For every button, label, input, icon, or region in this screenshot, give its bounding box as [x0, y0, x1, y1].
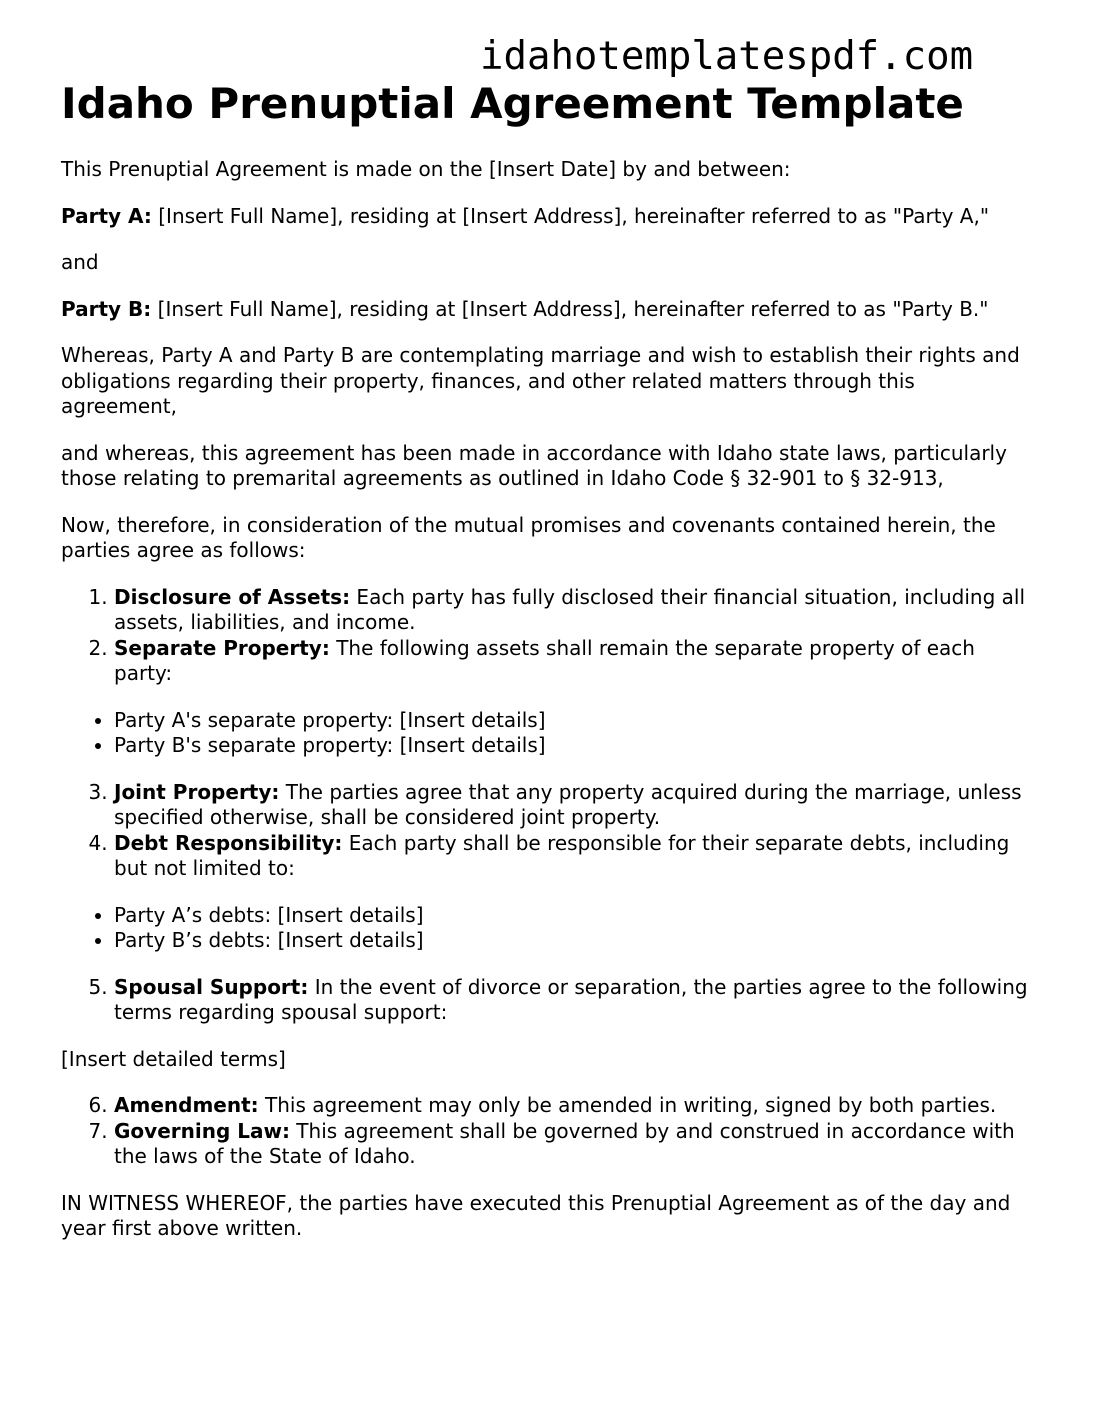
list-item: • Party A's separate property: [Insert details] — [114, 708, 1036, 734]
clause-list-b — [61, 780, 1036, 882]
clause-label: Joint Property: — [114, 779, 280, 804]
clause-label: Disclosure of Assets: — [114, 584, 351, 609]
separate-property-list — [61, 708, 1036, 759]
clause-label: Governing Law: — [114, 1118, 290, 1143]
clause-text: Each party shall be responsible for their separate debts, including but not limited to: — [114, 830, 1010, 880]
clause-text: The following assets shall remain the separate property of each party: — [114, 635, 975, 685]
page-title: Idaho Prenuptial Agreement Template — [61, 79, 964, 128]
party-a-label: Party A: — [61, 203, 152, 228]
party-b-label: Party B: — [61, 296, 152, 321]
clause-label: Separate Property: — [114, 635, 330, 660]
clause-item — [114, 585, 1036, 636]
spousal-terms-paragraph: [Insert detailed terms] — [61, 1046, 286, 1071]
agreement-body — [61, 157, 1036, 1263]
clause-item — [114, 1119, 1036, 1170]
clause-label: Debt Responsibility: — [114, 830, 343, 855]
whereas-paragraph-2: and whereas, this agreement has been made in accordance with Idaho state laws, particularly those relating to premarital agreements as outlined in Idaho Code § 32-901 to § 32-913, — [61, 440, 1007, 490]
list-item: • Party A’s debts: [Insert details] — [114, 903, 1036, 929]
whereas-paragraph-1: Whereas, Party A and Party B are contemplating marriage and wish to establish their rights and obligations regarding their property, finances, and other related matters through this agreement, — [61, 343, 1020, 418]
clause-text: Each party has fully disclosed their financial situation, including all assets, liabilities, and income. — [114, 584, 1026, 634]
party-a-text: [Insert Full Name], residing at [Insert Address], hereinafter referred to as "Party A," — [151, 203, 990, 228]
clause-label: Spousal Support: — [114, 974, 309, 999]
party-b-text: [Insert Full Name], residing at [Insert Address], hereinafter referred to as "Party B." — [151, 296, 989, 321]
clause-item — [114, 780, 1036, 831]
clause-list-c — [61, 975, 1036, 1026]
party-a-paragraph — [61, 204, 1036, 230]
clause-text: This agreement may only be amended in writing, signed by both parties. — [258, 1093, 997, 1117]
intro-paragraph: This Prenuptial Agreement is made on the [Insert Date] by and between: — [61, 157, 791, 181]
party-b-paragraph — [61, 297, 1036, 323]
clause-list-d — [61, 1093, 1036, 1170]
list-item: • Party B's separate property: [Insert details] — [114, 733, 1036, 759]
clause-item — [114, 975, 1036, 1026]
witness-paragraph: IN WITNESS WHEREOF, the parties have executed this Prenuptial Agreement as of the day and year first above written. — [61, 1190, 1011, 1240]
clause-label: Amendment: — [114, 1093, 259, 1117]
clause-text: The parties agree that any property acquired during the marriage, unless specified otherwise, shall be considered joint property. — [114, 779, 1022, 829]
site-watermark: idahotemplatespdf.com — [480, 34, 974, 79]
clause-text: This agreement shall be governed by and construed in accordance with the laws of the State of Idaho. — [114, 1118, 1015, 1168]
list-item: • Party B’s debts: [Insert details] — [114, 928, 1036, 954]
clause-text: In the event of divorce or separation, the parties agree to the following terms regarding spousal support: — [114, 974, 1028, 1024]
clause-item — [114, 1093, 1036, 1119]
debt-list — [61, 903, 1036, 954]
now-therefore-paragraph: Now, therefore, in consideration of the mutual promises and covenants contained herein, the parties agree as follows: — [61, 512, 996, 562]
clause-list-a — [61, 585, 1036, 687]
clause-item — [114, 831, 1036, 882]
clause-item — [114, 636, 1036, 687]
and-paragraph: and — [61, 250, 99, 274]
